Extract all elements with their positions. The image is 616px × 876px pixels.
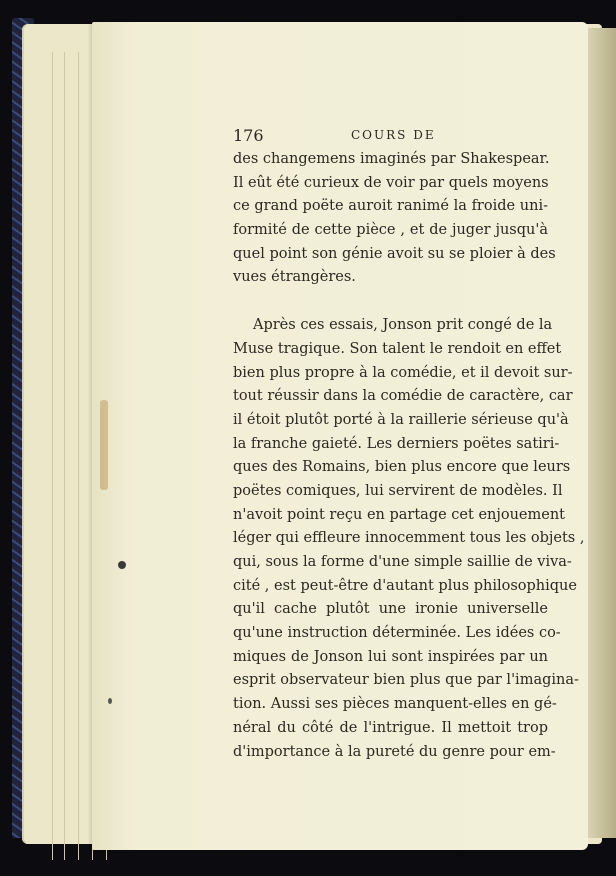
body-text xyxy=(233,148,585,764)
paper-stain xyxy=(100,400,108,490)
text-line: poëtes comiques, lui servirent de modèles. Il xyxy=(233,482,563,499)
text-line: des changemens imaginés par Shakespear. xyxy=(233,151,550,167)
ink-speck xyxy=(118,561,126,569)
text-line: n'avoit point reçu en partage cet enjouement xyxy=(233,506,565,523)
text-line: la franche gaieté. Les derniers poëtes satiri- xyxy=(233,435,560,452)
ink-speck xyxy=(108,698,112,704)
text-line: tout réussir dans la comédie de caractère, car xyxy=(233,388,573,405)
page-leaf-edge xyxy=(78,52,79,860)
text-line: Muse tragique. Son talent le rendoit en effet xyxy=(233,340,562,357)
text-line: bien plus propre à la comédie, et il devoit sur- xyxy=(233,364,573,381)
running-head: COURS DE xyxy=(351,128,436,142)
text-line: qu'une instruction déterminée. Les idées co- xyxy=(233,625,561,642)
page-number: 176 xyxy=(233,126,264,145)
text-line: miques de Jonson lui sont inspirées par un xyxy=(233,648,548,665)
text-line: néral du côté de l'intrigue. Il mettoit trop xyxy=(233,719,548,736)
page-leaf-edge xyxy=(52,52,53,860)
paragraph-gap xyxy=(233,290,548,314)
facing-page-edge xyxy=(588,28,616,838)
text-line: tion. Aussi ses pièces manquent-elles en gé- xyxy=(233,696,557,713)
text-line: quel point son génie avoit su se ploier à des xyxy=(233,245,556,262)
page-header xyxy=(233,126,563,146)
text-line: léger qui effleure innocemment tous les objets , xyxy=(233,530,585,547)
text-line: qui, sous la forme d'une simple saillie de viva- xyxy=(233,554,572,570)
text-line: qu'il cache plutôt une ironie universelle xyxy=(233,601,548,618)
text-line: Il eût été curieux de voir par quels moyens xyxy=(233,174,549,191)
text-line: d'importance à la pureté du genre pour em- xyxy=(233,743,556,760)
text-line: cité , est peut-être d'autant plus philosophique xyxy=(233,577,577,594)
text-line: vues étrangères. xyxy=(233,269,356,286)
text-line: ques des Romains, bien plus encore que leurs xyxy=(233,459,571,476)
text-line: formité de cette pièce , et de juger jusqu'à xyxy=(233,222,548,239)
text-line: il étoit plutôt porté à la raillerie sérieuse qu'à xyxy=(233,411,569,428)
text-line: esprit observateur bien plus que par l'imagina- xyxy=(233,672,579,689)
page-leaf-edge xyxy=(64,52,65,860)
text-line: ce grand poëte auroit ranimé la froide uni- xyxy=(233,198,548,215)
text-line: Après ces essais, Jonson prit congé de la xyxy=(253,317,553,334)
